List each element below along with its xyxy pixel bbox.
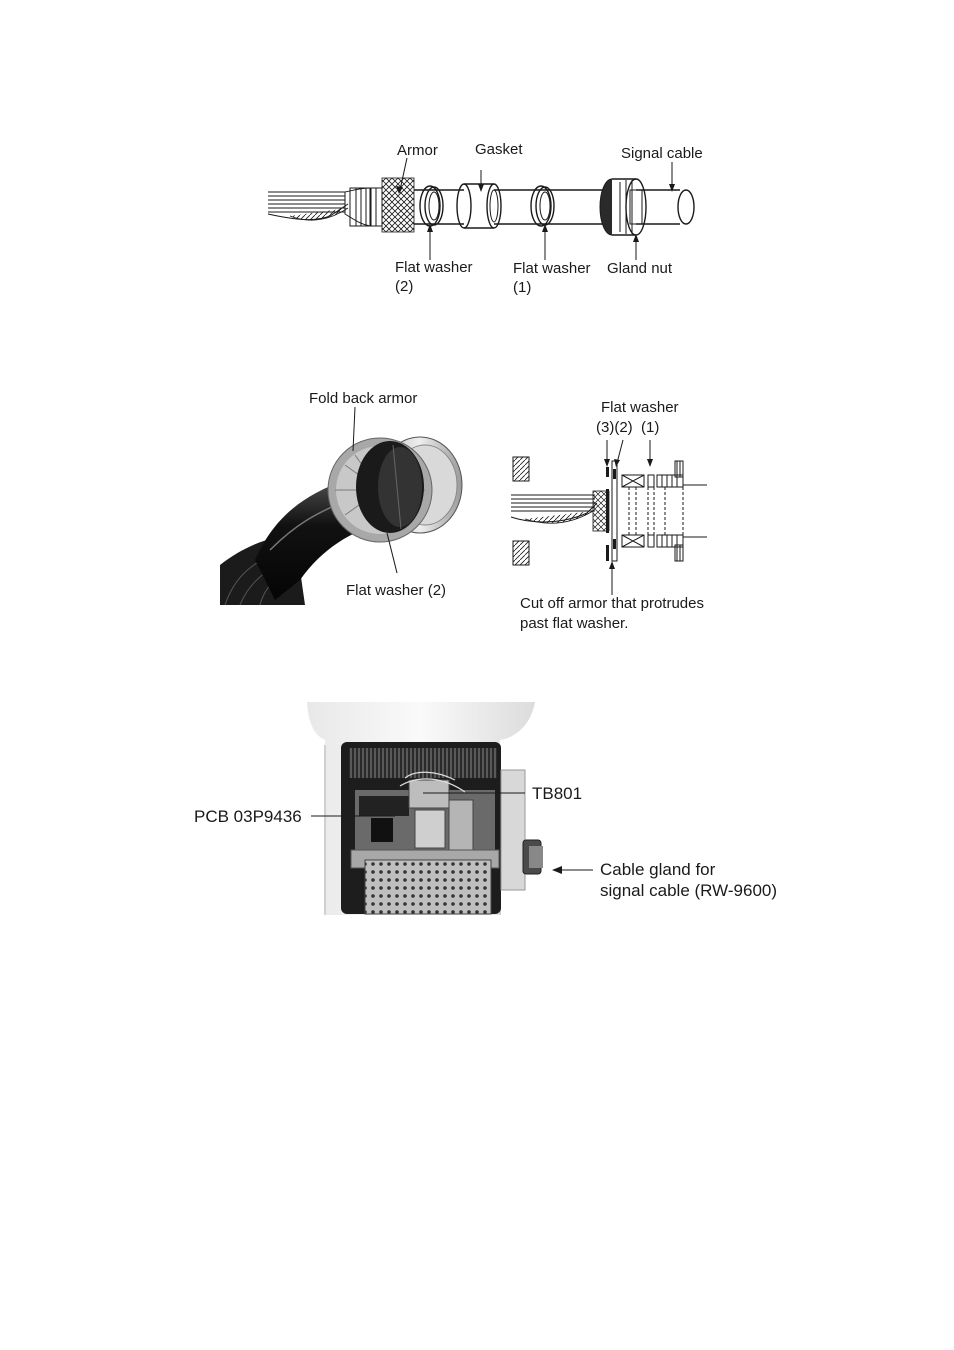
armor-braid	[382, 178, 414, 232]
flat-washer-1-shape	[531, 186, 554, 226]
label-flat-washer-2-photo: Flat washer (2)	[346, 582, 447, 599]
cable-assembly-diagram	[260, 130, 720, 305]
label-signal-cable: Signal cable	[621, 145, 703, 162]
stripped-wires	[268, 192, 348, 220]
fig2-left-labels	[300, 385, 480, 605]
label-flat-washer-1-number: (1)	[513, 279, 532, 296]
label-tb801: TB801	[532, 784, 583, 803]
label-flat-washer-1: Flat washer	[513, 260, 591, 277]
label-armor: Armor	[397, 142, 438, 159]
label-cut-off-line2: past flat washer.	[520, 615, 629, 632]
label-cable-gland-line1: Cable gland for	[600, 860, 716, 879]
label-flat-washer-2: Flat washer	[395, 259, 473, 276]
label-cable-gland-line2: signal cable (RW-9600)	[600, 881, 778, 900]
section-wires	[511, 495, 597, 523]
label-washer-numbers: (3)(2) (1)	[596, 419, 660, 436]
label-gasket: Gasket	[475, 141, 523, 158]
bulkhead-bottom	[513, 541, 529, 565]
label-cut-off-line1: Cut off armor that protrudes	[520, 595, 704, 612]
section-washers	[606, 461, 617, 561]
section-gland-body	[622, 461, 707, 561]
flat-washer-2-shape	[420, 186, 443, 226]
label-flat-washer-2-number: (2)	[395, 278, 414, 295]
fig3-annotations	[190, 780, 790, 900]
label-pcb: PCB 03P9436	[194, 807, 302, 826]
label-flat-washer-header: Flat washer	[601, 399, 679, 416]
gland-nut-shape	[600, 179, 646, 235]
label-gland-nut: Gland nut	[607, 260, 673, 277]
label-fold-back-armor: Fold back armor	[309, 390, 418, 407]
bulkhead-top	[513, 457, 529, 481]
washer-cross-section-diagram	[505, 395, 730, 640]
cable-end	[678, 190, 694, 224]
